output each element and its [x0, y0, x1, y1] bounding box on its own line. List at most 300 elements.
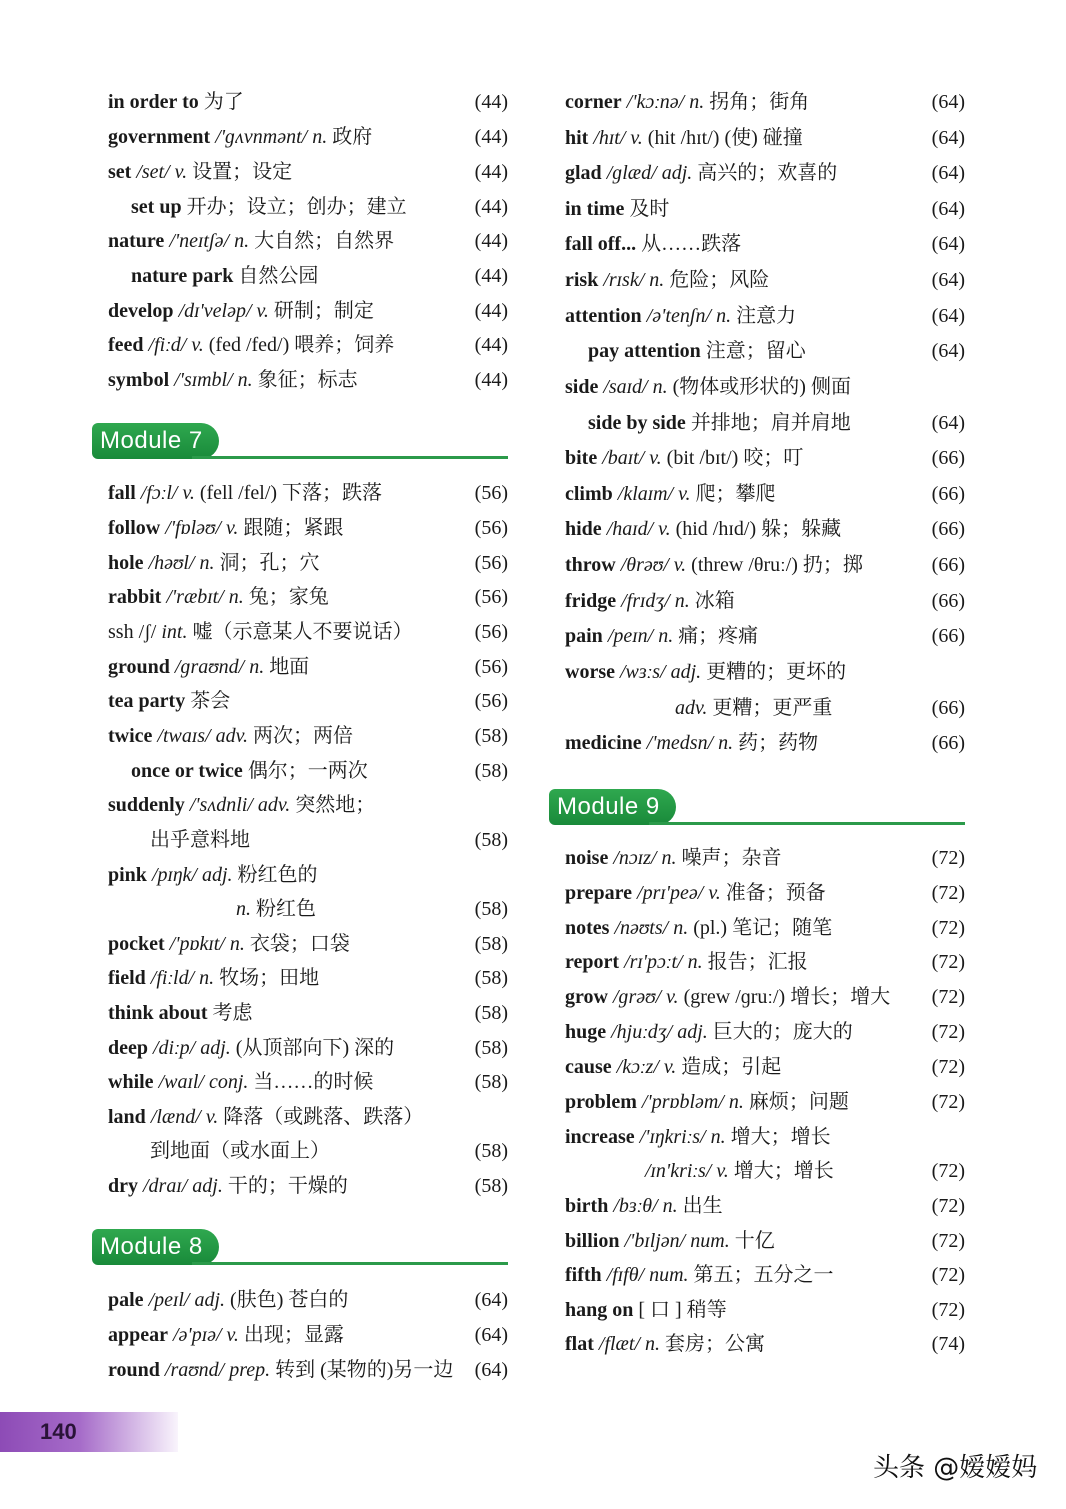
entry-pos: n. [237, 369, 253, 391]
entry-word: noise [565, 847, 609, 869]
entry-word: pocket [108, 933, 165, 955]
entry-meaning: 出生 [677, 1195, 723, 1217]
vocab-entry [108, 996, 508, 1031]
entry-page: (44) [474, 126, 508, 148]
entry-pos: v. [226, 1324, 239, 1346]
entry-word: corner [565, 91, 622, 113]
entry-phonetic: /frɪdʒ/ [616, 590, 675, 612]
entry-word: throw [565, 554, 616, 576]
entry-phonetic: /'neɪtʃə/ [164, 230, 235, 252]
vocab-entry-continued [565, 691, 965, 726]
entry-word: feed [108, 334, 144, 356]
entry-pos: n. [687, 951, 703, 973]
entry-page: (44) [474, 300, 508, 322]
entry-word: ssh /ʃ/ [108, 621, 162, 643]
module-title: Module 9 [549, 789, 676, 825]
entry-pos: n. [728, 1091, 744, 1113]
entry-pos: adj. [201, 864, 233, 886]
entry-phonetic: /raʊnd/ [159, 1359, 230, 1381]
entry-pos: v. [678, 483, 691, 505]
vocab-entry [565, 911, 965, 946]
entry-meaning: 大自然；自然界 [249, 230, 395, 252]
entry-phonetic: /dɪ'veləp/ [173, 300, 257, 322]
entry-word: hang on [565, 1299, 634, 1321]
entry-phonetic: /pɪŋk/ [146, 864, 202, 886]
entry-word: ground [108, 656, 170, 678]
vocab-entry [565, 192, 965, 227]
entry-phonetic: /'kɔːnə/ [621, 91, 690, 113]
entry-phonetic: /draɪ/ [138, 1175, 193, 1197]
entry-word: billion [565, 1230, 620, 1252]
entry-word: glad [565, 162, 602, 184]
vocab-entry [108, 580, 508, 615]
entry-page: (72) [931, 1195, 965, 1217]
vocab-entry [108, 1031, 508, 1066]
entry-word: fridge [565, 590, 617, 612]
entry-pos: v. [708, 882, 721, 904]
entry-meaning: (物体或形状的) 侧面 [667, 376, 851, 398]
entry-meaning: (肤色) 苍白的 [225, 1289, 349, 1311]
entry-pos: adv. [215, 725, 248, 747]
vocab-entry [565, 876, 965, 911]
module-divider [192, 456, 508, 459]
entry-page: (66) [931, 554, 965, 576]
entry-phonetic: /lænd/ [145, 1106, 206, 1128]
module-7-header [92, 423, 508, 463]
entry-meaning: 衣袋；口袋 [244, 933, 350, 955]
entry-phonetic: /fiːd/ [143, 334, 192, 356]
entry-phonetic: /flæt/ [593, 1333, 646, 1355]
entry-pos: adj. [200, 1037, 231, 1059]
vocab-entry [108, 85, 508, 120]
entry-word: prepare [565, 882, 633, 904]
entry-meaning: 第五；五分之一 [688, 1264, 834, 1286]
vocab-entry [565, 1050, 965, 1085]
entry-word: government [108, 126, 211, 148]
vocab-entry [565, 121, 965, 156]
entry-meaning: 造成；引起 [676, 1056, 782, 1078]
entry-meaning: 茶会 [185, 690, 231, 712]
entry-meaning: (grew /ɡruː/) 增长；增大 [678, 986, 891, 1008]
entry-page: (64) [931, 340, 965, 362]
entry-phonetic: /baɪt/ [597, 447, 650, 469]
vocab-entry [565, 85, 965, 120]
entry-pos: n. [649, 269, 665, 291]
entry-meaning: 增大；增长 [725, 1126, 831, 1148]
entry-word: suddenly [108, 794, 185, 816]
entry-phonetic: /'medsn/ [641, 732, 719, 754]
vocab-entry [565, 334, 965, 369]
entry-pos: v. [191, 334, 204, 356]
entry-meaning: 冰箱 [689, 590, 735, 612]
entry-word: hide [565, 518, 602, 540]
vocab-entry [565, 619, 965, 654]
entry-pos: n. [658, 625, 674, 647]
entry-page: (64) [931, 162, 965, 184]
entry-meaning: 出现；显露 [238, 1324, 344, 1346]
vocab-entry [108, 754, 508, 789]
entry-meaning: 设置；设定 [187, 161, 293, 183]
entry-meaning: 注意；留心 [700, 340, 806, 362]
entry-pos: n. [312, 126, 328, 148]
entry-phonetic: /'sʌdnli/ [184, 794, 258, 816]
entry-word: pale [108, 1289, 144, 1311]
entry-meaning: 洞；孔；穴 [214, 552, 320, 574]
entry-meaning: 爬；攀爬 [690, 483, 776, 505]
entry-meaning: 更糟；更严重 [707, 697, 833, 719]
entry-page: (64) [474, 1289, 508, 1311]
entry-word: follow [108, 517, 161, 539]
entry-meaning: 嘘（示意某人不要说话） [187, 621, 413, 643]
entry-phonetic: /saɪd/ [598, 376, 653, 398]
vocab-entry [565, 1293, 965, 1328]
entry-phonetic: /set/ [131, 161, 175, 183]
watermark: 头条 @嫒嫒妈 [873, 1453, 1038, 1483]
entry-meaning: 自然公园 [233, 265, 319, 287]
vocab-entry [565, 1189, 965, 1224]
vocab-entry [565, 441, 965, 476]
entry-word: grow [565, 986, 608, 1008]
entry-phonetic: /klaɪm/ [612, 483, 679, 505]
vocab-entry [108, 476, 508, 511]
entry-word: increase [565, 1126, 635, 1148]
vocab-entry [108, 1100, 508, 1135]
entry-phonetic: /hɪt/ [588, 127, 631, 149]
vocab-entry-continued [108, 1134, 508, 1169]
entry-meaning: 兔；家兔 [243, 586, 329, 608]
entry-meaning: 噪声；杂音 [676, 847, 782, 869]
entry-word: deep [108, 1037, 148, 1059]
entry-page: (58) [474, 1002, 508, 1024]
page-number: 140 [40, 1419, 77, 1444]
entry-meaning: 危险；风险 [664, 269, 770, 291]
entry-page: (64) [474, 1324, 508, 1346]
entry-meaning: 地面 [264, 656, 310, 678]
entry-phonetic: /'sɪmbl/ [169, 369, 238, 391]
entry-pos: num. [649, 1264, 689, 1286]
entry-pos: adj. [670, 661, 702, 683]
entry-phonetic: /'prɒbləm/ [636, 1091, 729, 1113]
entry-page: (64) [474, 1359, 508, 1381]
entry-phonetic: /kɔːz/ [611, 1056, 664, 1078]
entry-phonetic: /peɪl/ [143, 1289, 195, 1311]
vocab-entry [565, 726, 965, 761]
entry-meaning: 突然地； [290, 794, 376, 816]
entry-word: think about [108, 1002, 208, 1024]
entry-word: set [108, 161, 132, 183]
entry-pos: num. [690, 1230, 730, 1252]
entry-page: (64) [931, 198, 965, 220]
entry-pos: n. [710, 1126, 726, 1148]
entry-phonetic: /hjuːdʒ/ [606, 1021, 678, 1043]
entry-page: (72) [931, 1160, 965, 1182]
vocab-entry [108, 858, 508, 893]
entry-meaning: 报告；汇报 [702, 951, 808, 973]
entry-word: hole [108, 552, 144, 574]
entry-page: (58) [474, 760, 508, 782]
entry-pos: n. [689, 91, 705, 113]
entry-page: (58) [474, 933, 508, 955]
entry-phonetic: /peɪn/ [602, 625, 659, 647]
entry-pos: n. [249, 656, 265, 678]
entry-word: hit [565, 127, 589, 149]
vocab-entry [565, 477, 965, 512]
vocab-entry [565, 406, 965, 441]
entry-meaning: 套房；公寓 [660, 1333, 766, 1355]
entry-page: (58) [474, 1071, 508, 1093]
entry-pos: v. [649, 447, 662, 469]
module-8-header [92, 1229, 508, 1269]
vocab-entry [108, 1065, 508, 1100]
entry-page: (64) [931, 127, 965, 149]
entry-pos: v. [716, 1160, 729, 1182]
entry-phonetic: /'pɒkɪt/ [164, 933, 230, 955]
entry-page: (72) [931, 882, 965, 904]
entry-page: (56) [474, 690, 508, 712]
entry-pos: int. [161, 621, 188, 643]
entry-word: dry [108, 1175, 138, 1197]
entry-word: in order to [108, 91, 199, 113]
entry-meaning: 转到 (某物的)另一边 [270, 1359, 454, 1381]
entry-pos: n. [716, 305, 732, 327]
entry-word: pink [108, 864, 147, 886]
vocab-entry [565, 299, 965, 334]
entry-phonetic: /rɪsk/ [598, 269, 650, 291]
entry-phonetic: /'ɪŋkriːs/ [634, 1126, 711, 1148]
entry-page: (56) [474, 586, 508, 608]
vocab-entry [108, 155, 508, 190]
entry-meaning: 拐角；街角 [704, 91, 810, 113]
entry-page: (66) [931, 483, 965, 505]
entry-page: (66) [931, 697, 965, 719]
entry-page: (72) [931, 1299, 965, 1321]
entry-page: (72) [931, 1230, 965, 1252]
entry-meaning: 象征；标志 [252, 369, 358, 391]
entry-word: tea party [108, 690, 186, 712]
vocab-entry [108, 1283, 508, 1318]
entry-meaning: (hit /hɪt/) (使) 碰撞 [642, 127, 803, 149]
vocab-entry [108, 1353, 508, 1388]
entry-pos: n. [661, 847, 677, 869]
entry-meaning: 政府 [327, 126, 373, 148]
entry-meaning: (fed /fed/) 喂养；饲养 [203, 334, 395, 356]
entry-meaning: 药；药物 [733, 732, 819, 754]
entry-meaning: 跟随；紧跟 [238, 517, 344, 539]
vocab-entry [108, 650, 508, 685]
entry-meaning: 干的；干燥的 [222, 1175, 348, 1197]
vocab-entry [108, 363, 508, 398]
entry-meaning: 痛；疼痛 [673, 625, 759, 647]
entry-word: land [108, 1106, 146, 1128]
entry-page: (58) [474, 1037, 508, 1059]
entry-word: worse [565, 661, 615, 683]
entry-page: (44) [474, 230, 508, 252]
vocab-entry [108, 961, 508, 996]
entry-page: (58) [474, 1175, 508, 1197]
entry-pos: n. [652, 376, 668, 398]
entry-pos: v. [673, 554, 687, 576]
entry-meaning: 偶尔；一两次 [242, 760, 368, 782]
entry-meaning: (fell /fel/) 下落；跌落 [194, 482, 383, 504]
entry-phonetic: /θrəʊ/ [615, 554, 674, 576]
entry-meaning: 开办；设立；创办；建立 [181, 196, 407, 218]
vocab-entry [565, 1120, 965, 1155]
entry-word: rabbit [108, 586, 162, 608]
entry-page: (64) [931, 412, 965, 434]
entry-page: (64) [931, 269, 965, 291]
entry-phonetic: /bɜːθ/ [608, 1195, 663, 1217]
entry-word: nature [108, 230, 165, 252]
vocab-entry [565, 263, 965, 298]
entry-page: (56) [474, 621, 508, 643]
entry-phonetic: /nəʊts/ [609, 917, 674, 939]
entry-word: pay attention [588, 340, 701, 362]
vocab-entry-continued [108, 823, 508, 858]
vocab-entry [108, 511, 508, 546]
entry-page: (72) [931, 1264, 965, 1286]
entry-pos: adj. [192, 1175, 223, 1197]
entry-pos: adj. [661, 162, 693, 184]
entry-page: (44) [474, 91, 508, 113]
entry-meaning: 出乎意料地 [150, 829, 250, 851]
entry-page: (66) [931, 447, 965, 469]
entry-word: attention [565, 305, 642, 327]
entry-word: pain [565, 625, 603, 647]
entry-page: (44) [474, 369, 508, 391]
entry-pos: v. [226, 517, 239, 539]
entry-word: fifth [565, 1264, 602, 1286]
entry-pos: n. [236, 898, 251, 920]
entry-phonetic: /waɪl/ [153, 1071, 209, 1093]
vocab-entry [565, 980, 965, 1015]
entry-meaning: 牧场；田地 [214, 967, 320, 989]
entry-pos: v. [663, 1056, 677, 1078]
entry-word: while [108, 1071, 154, 1093]
entry-page: (64) [931, 91, 965, 113]
entry-page: (74) [931, 1333, 965, 1355]
entry-meaning: 麻烦；问题 [743, 1091, 849, 1113]
entry-meaning: 注意力 [731, 305, 797, 327]
vocab-entry [565, 548, 965, 583]
entry-word: set up [131, 196, 182, 218]
vocab-entry [108, 120, 508, 155]
entry-meaning: (hid /hɪd/) 躲；躲藏 [670, 518, 842, 540]
entry-phonetic: /haɪd/ [601, 518, 659, 540]
page-number-tab [0, 1412, 178, 1452]
entry-pos: v. [205, 1106, 219, 1128]
entry-phonetic: /diːp/ [148, 1037, 201, 1059]
entry-phonetic: /fɪfθ/ [601, 1264, 650, 1286]
entry-meaning: 考虑 [207, 1002, 253, 1024]
entry-word: symbol [108, 369, 170, 391]
entry-meaning: 从……跌落 [636, 233, 742, 255]
entry-pos: n. [228, 586, 244, 608]
entry-word: notes [565, 917, 610, 939]
entry-phonetic: /prɪ'peə/ [632, 882, 709, 904]
entry-meaning: 并排地；肩并肩地 [685, 412, 851, 434]
vocab-entry [565, 512, 965, 547]
entry-meaning: 更糟的；更坏的 [701, 661, 847, 683]
entry-word: side [565, 376, 599, 398]
entry-word: risk [565, 269, 599, 291]
entry-pos: n. [674, 590, 690, 612]
vocab-entry [565, 584, 965, 619]
entry-word: huge [565, 1021, 607, 1043]
entry-meaning: 高兴的；欢喜的 [692, 162, 838, 184]
entry-page: (44) [474, 265, 508, 287]
entry-pos: prep. [229, 1359, 271, 1381]
vocab-entry [565, 841, 965, 876]
entry-page: (56) [474, 517, 508, 539]
module-divider [192, 1262, 508, 1265]
entry-page: (64) [931, 233, 965, 255]
entry-phonetic: /fiːld/ [145, 967, 200, 989]
entry-word: in time [565, 198, 625, 220]
vocab-entry [108, 190, 508, 225]
module-divider [649, 822, 965, 825]
vocab-entry [565, 655, 965, 690]
entry-meaning: 粉红色 [251, 898, 316, 920]
entry-meaning: 研制；制定 [268, 300, 374, 322]
entry-meaning: (pl.) 笔记；随笔 [688, 917, 833, 939]
vocab-entry [108, 927, 508, 962]
entry-meaning: 巨大的；庞大的 [707, 1021, 853, 1043]
entry-meaning: 降落（或跳落、跌落） [218, 1106, 424, 1128]
entry-word: flat [565, 1333, 594, 1355]
vocab-entry [565, 1015, 965, 1050]
entry-pos: adv. [675, 697, 708, 719]
entry-meaning: 增大；增长 [728, 1160, 834, 1182]
entry-phonetic: /twaɪs/ [152, 725, 216, 747]
entry-phonetic: /wɜːs/ [614, 661, 671, 683]
entry-pos: n. [199, 967, 215, 989]
entry-page: (44) [474, 161, 508, 183]
entry-word: cause [565, 1056, 612, 1078]
entry-page: (64) [931, 305, 965, 327]
entry-word: problem [565, 1091, 637, 1113]
entry-meaning: 为了 [198, 91, 244, 113]
entry-page: (66) [931, 732, 965, 754]
entry-meaning: 十亿 [729, 1230, 775, 1252]
entry-phonetic: /ə'pɪə/ [168, 1324, 227, 1346]
vocab-entry [108, 1318, 508, 1353]
entry-meaning: 两次；两倍 [248, 725, 353, 747]
entry-page: (72) [931, 847, 965, 869]
vocab-entry [565, 227, 965, 262]
entry-pos: n. [229, 933, 245, 955]
vocab-entry [108, 259, 508, 294]
vocab-entry [565, 1327, 965, 1362]
entry-word: fall off... [565, 233, 637, 255]
entry-phonetic: /'ɡʌvnmənt/ [210, 126, 313, 148]
vocab-entry-continued [565, 1154, 965, 1189]
entry-meaning: 到地面（或水面上） [150, 1140, 330, 1162]
entry-pos: n. [199, 552, 215, 574]
entry-meaning: 及时 [624, 198, 670, 220]
entry-page: (72) [931, 1021, 965, 1043]
entry-word: twice [108, 725, 153, 747]
entry-phonetic: /rɪ'pɔːt/ [619, 951, 688, 973]
entry-page: (72) [931, 986, 965, 1008]
entry-word: round [108, 1359, 160, 1381]
entry-page: (44) [474, 334, 508, 356]
vocab-entry [108, 294, 508, 329]
vocab-entry [108, 546, 508, 581]
entry-phonetic: /nɔɪz/ [608, 847, 662, 869]
vocab-entry [108, 224, 508, 259]
entry-word: side by side [588, 412, 686, 434]
entry-phonetic: /'bɪljən/ [619, 1230, 691, 1252]
